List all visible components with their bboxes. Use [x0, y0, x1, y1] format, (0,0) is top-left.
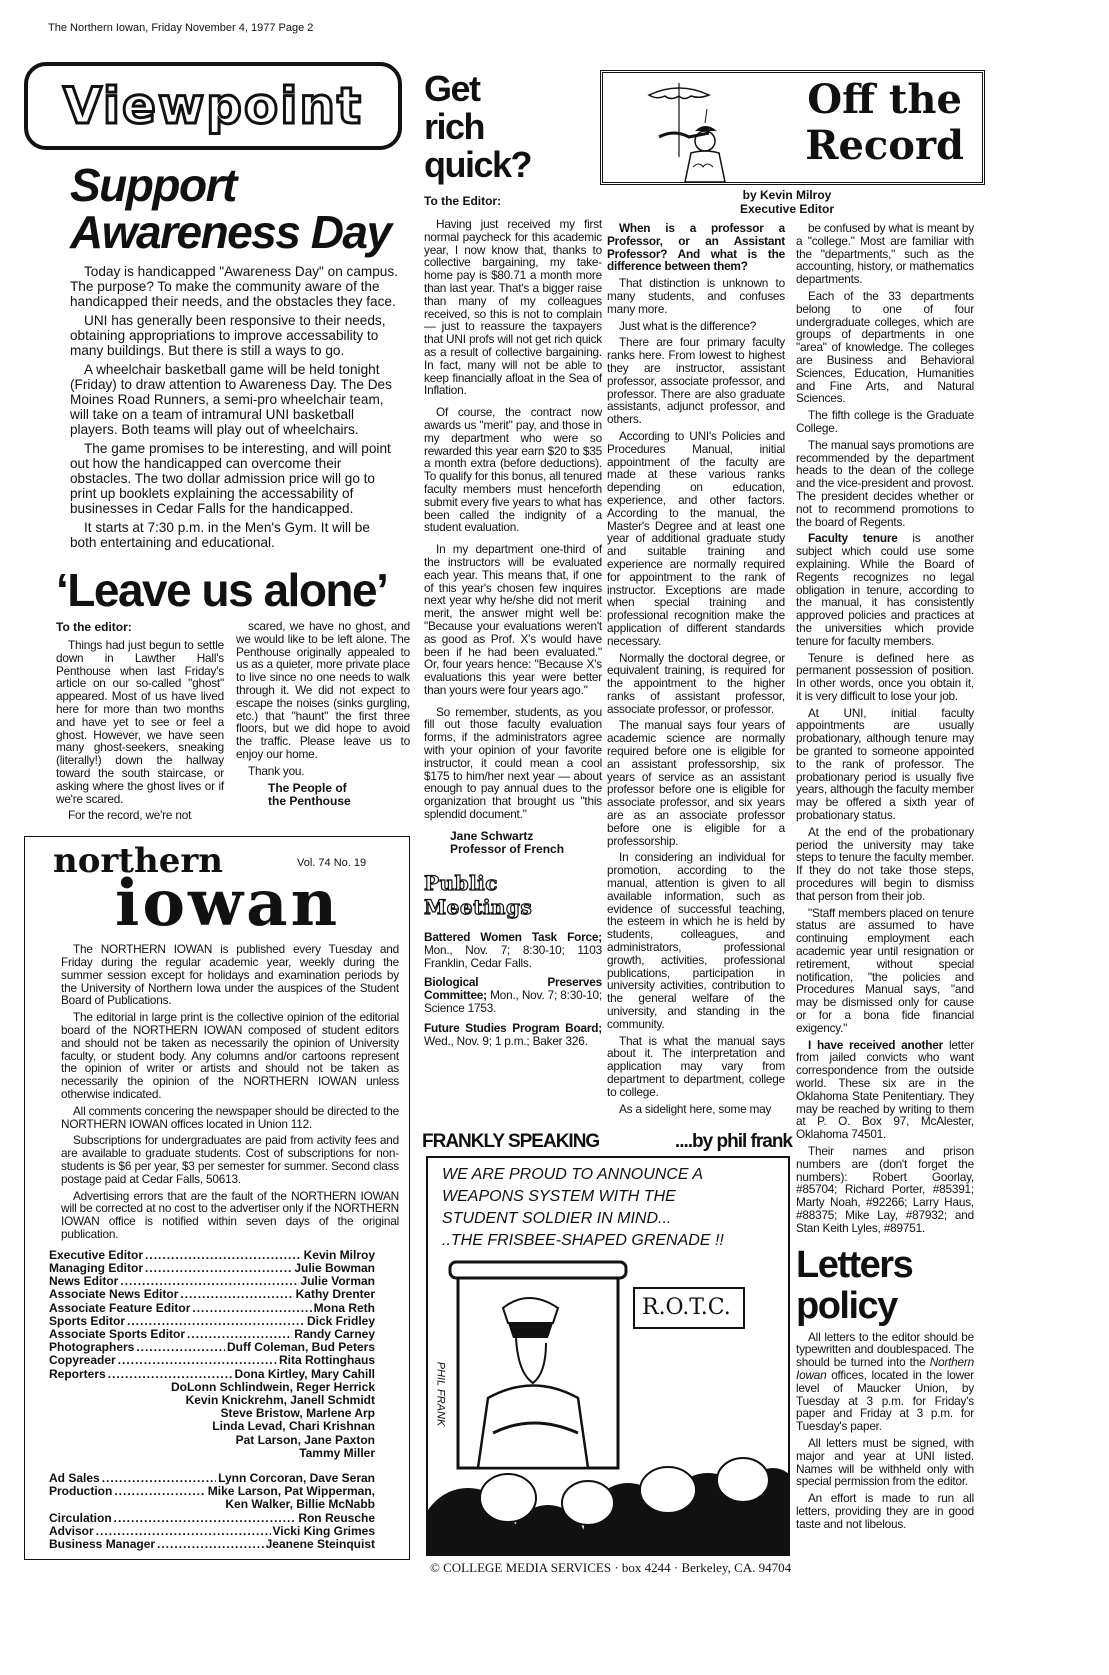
- letter-signature: The People of: [268, 780, 347, 795]
- letter-paragraphs: [236, 620, 410, 778]
- meeting-item: [424, 1022, 602, 1048]
- staff-rows: [49, 1472, 375, 1498]
- masthead-paragraph: The editorial in large print is the collective opinion of the editorial board of the NORTHERN IOWAN composed of student editors and should not be taken as necessarily the opinion of University faculty, or student body. Any columns and/or cartoons represent the opinion of writer or artists and should not be taken as necessarily the opinion of the NORTHERN IOWAN unless otherwise indicated.: [61, 1010, 399, 1101]
- column-paragraph: Just what is the difference?: [619, 318, 757, 333]
- staff-role: Ad Sales: [49, 1470, 100, 1485]
- editorial-headline: Support: [70, 159, 236, 211]
- editorial-headline-2: Awareness Day: [70, 206, 391, 258]
- editorial-paragraph: It starts at 7:30 p.m. in the Men's Gym. It will be both entertaining and educational.: [70, 520, 370, 550]
- reporter-names: Kevin Knickrehm, Janell Schmidt: [185, 1392, 375, 1407]
- dot-leader: [108, 1368, 233, 1381]
- dot-leader: [102, 1472, 216, 1485]
- staff-name: Mike Larson, Pat Wipperman,: [207, 1484, 375, 1499]
- column-paragraph: The manual says four years of academic science are normally required before one is eligible for an assistant professorship, six years of service as an assistant professor before one is eligible for associate professor, and six years are as an associate professor before one is eligible for a professorship.: [607, 718, 785, 848]
- letter-paragraph: scared, we have no ghost, and we would like to be left alone. The Penthouse originally appealed to us as a quieter, more private place to live since no one needs to walk through it. We did not expect to escape the noises (sinks gurgling, etc.) that "haunt" the first three floors, but we did hope to avoid the traffic. Please leave us to enjoy our home.: [236, 619, 410, 761]
- masthead-name: northern: [53, 841, 223, 882]
- meeting-details: Mon., Nov. 7; 8:30-10; Science 1753.: [424, 988, 602, 1016]
- meeting-details: Wed., Nov. 9; 1 p.m.; Baker 326.: [424, 1033, 588, 1048]
- masthead-name-2: iowan: [115, 866, 341, 942]
- editorial-paragraph: Today is handicapped "Awareness Day" on campus. The purpose? To make the community aware of the handicapped their needs, and the obstacles they face.: [70, 264, 398, 309]
- staff-role: Production: [49, 1484, 113, 1499]
- reporter-names: Steve Bristow, Marlene Arp: [220, 1406, 375, 1421]
- column-paragraph: The manual says promotions are recommended by the department heads to the dean of the college and the vice-president and provost. The president decides whether or not to recommend promotions to the board of Regents.: [796, 437, 974, 529]
- caption-line: STUDENT SOLDIER IN MIND...: [442, 1210, 672, 1227]
- letter-paragraph: Of course, the contract now awards us "merit" pay, and those in my department who were so rewarded this year earn $20 to $35 a month extra (before deductions). To qualify for this bonus, all tenured faculty members must henceforth submit every five years to what has been called the indignity of a student evaluation.: [424, 405, 602, 535]
- tenure-paragraph: [796, 532, 974, 647]
- letter-paragraphs: [56, 639, 224, 822]
- staff-row: [49, 1538, 375, 1551]
- title-line-1: Off the: [807, 76, 962, 123]
- column-paragraph: Tenure is defined here as permanent possession of position. In other words, once you obtain it, it is very difficult to lose your job.: [796, 650, 974, 703]
- get-rich-quick-letter: [424, 70, 602, 857]
- staff-row: [49, 1288, 375, 1301]
- meetings-list: [424, 931, 602, 1047]
- staff-role: Reporters: [49, 1366, 106, 1381]
- byline-title: Executive Editor: [740, 202, 835, 216]
- staff-row: [49, 1302, 375, 1315]
- staff-role: Sports Editor: [49, 1313, 126, 1328]
- editorial: [70, 159, 400, 550]
- left-column: [24, 62, 410, 1560]
- staff-role: Managing Editor: [49, 1260, 143, 1275]
- masthead-box: [24, 836, 410, 1560]
- masthead-volume: Vol. 74 No. 19: [297, 857, 367, 870]
- lady-with-parasol-illustration: [639, 77, 749, 182]
- staff-name: Julie Vorman: [300, 1274, 375, 1289]
- staff-name: Ron Reusche: [298, 1510, 375, 1525]
- caption-line: ..THE FRISBEE-SHAPED GRENADE !!: [442, 1232, 724, 1249]
- policy-paragraph: An effort is made to run all letters, providing they are in good taste and not libelous.: [796, 1491, 974, 1531]
- dot-leader: [127, 1315, 305, 1328]
- viewpoint-logo: Viewpoint: [63, 77, 363, 135]
- tenure-lead: Faculty tenure: [808, 531, 898, 546]
- letter-paragraph: Having just received my first normal paycheck for this academic year, I now know that, thanks to collective bargaining, my take-home pay is $80.71 a month more than last year. That's a bigger raise than many of my colleagues received, so this is not to complain — just to reassure the taxpayers that UNI profs will not get rich quick as a result of collective bargaining. In fact, many will not be able to keep financially afloat in the Sea of Inflation.: [424, 217, 602, 398]
- letters-policy-headline: Letters: [796, 1243, 913, 1286]
- staff-name: Vicki King Grimes: [272, 1523, 375, 1538]
- staff-name: Kevin Milroy: [303, 1247, 375, 1262]
- letter-salutation: To the editor:: [56, 620, 132, 634]
- off-the-record-column-1: [607, 222, 785, 1119]
- staff-name: Mona Reth: [313, 1300, 375, 1315]
- column-paragraph: be confused by what is meant by a "college." Most are familiar with the "departments," such as the accounting, history, or mathematics departments.: [796, 221, 974, 287]
- column-paragraph: Their names and prison numbers are (don't forget the numbers): Robert Goorlay, #85704; Richard Porter, #85391; Marty Noah, #92266; Larry Haus, #88375; Mike Lay, #87932; and Stan Keith Lyles, #89751.: [796, 1143, 974, 1235]
- staff-name: Kathy Drenter: [295, 1287, 375, 1302]
- column-paragraphs: [607, 222, 785, 1115]
- column-paragraph: The fifth college is the Graduate College.: [796, 408, 974, 435]
- column-paragraphs: [796, 652, 974, 1035]
- masthead-paragraph: All comments concering the newspaper should be directed to the NORTHERN IOWAN offices located in Union 112.: [61, 1103, 399, 1131]
- cartoon-panel: [426, 1156, 790, 1556]
- masthead-paragraph: Advertising errors that are the fault of the NORTHERN IOWAN will be corrected at no cost to the advertiser only if the NORTHERN IOWAN office is notified within seven days of the original publication.: [61, 1188, 399, 1241]
- letter-paragraph: Thank you.: [248, 763, 305, 778]
- frankly-speaking-cartoon: [422, 1130, 792, 1576]
- staff-name: Rita Rottinghaus: [279, 1353, 375, 1368]
- staff-role: News Editor: [49, 1274, 119, 1289]
- staff-row: [49, 1525, 375, 1538]
- letter-signature-2: the Penthouse: [268, 793, 351, 808]
- newspaper-name: Northern Iowan: [796, 1355, 974, 1382]
- letter-signature: Jane Schwartz: [450, 828, 534, 843]
- column-paragraph: "Staff members placed on tenure status are assumed to have continuing employment each academic year until resignation or retirement, without special notification, "the policies and Procedures Manual says, "and may be dismissed only for cause or for a bona fide financial exigency.": [796, 905, 974, 1035]
- masthead-paragraphs: [61, 943, 399, 1241]
- staff-role: Circulation: [49, 1510, 112, 1525]
- public-meetings-title: Public Meetings: [424, 871, 533, 920]
- staff-row: [49, 1354, 375, 1367]
- staff-row: [49, 1368, 375, 1381]
- editorial-paragraph: A wheelchair basketball game will be held tonight (Friday) to draw attention to Awareness Day. The Des Moines Road Runners, a semi-pro wheelchair team, will take on a team of intramural UNI basketball players. Both teams will play out of wheelchairs.: [70, 362, 392, 437]
- dot-leader: [157, 1538, 264, 1551]
- dot-leader: [118, 1354, 277, 1367]
- staff-role: Copyreader: [49, 1353, 116, 1368]
- column-paragraph: That distinction is unknown to many students, and confuses many more.: [607, 276, 785, 316]
- column-paragraph: In considering an individual for promotion, according to the manual, attention is given to all available information, such as evidence of successful teaching, the esteem in which he is held by students, colleagues, and administrators, professional growth, activities, professional publications, participation in university activities, contribution to the general welfare of the university, and standing in the community.: [607, 850, 785, 1031]
- policy-text-2: offices, located in the lower level of Maucker Union, by Tuesday at 3 p.m. for Friday's paper and Friday at 3 p.m. for Tuesday's paper.: [796, 1367, 974, 1434]
- editorial-paragraphs: [70, 264, 400, 550]
- cartoon-byline: ....by phil frank: [674, 1131, 792, 1152]
- caption-line: WEAPONS SYSTEM WITH THE: [442, 1188, 676, 1205]
- off-the-record-banner: [600, 70, 985, 185]
- meeting-item: [424, 931, 602, 969]
- meeting-name: Battered Women Task Force;: [424, 930, 602, 945]
- policy-paragraphs: [796, 1437, 974, 1531]
- letter-paragraph: In my department one-third of the instructors will be evaluated each year. This means that, if one of this year's chosen few inquires next year why he/she did not merit merit, the answer might well be: "Because your evaluations weren't as good as Prof. X's would have been if he had been evaluated." Or, four years hence: "Because X's evaluations this year were better than yours were four years ago.": [424, 542, 602, 697]
- editorial-paragraph: UNI has generally been responsive to their needs, obtaining appropriations to improve accessability to many buildings. But there is still a ways to go.: [70, 313, 386, 358]
- staff-role: Executive Editor: [49, 1247, 144, 1262]
- staff-row: [49, 1315, 375, 1328]
- convicts-paragraph: [796, 1039, 974, 1141]
- dot-leader: [192, 1302, 311, 1315]
- column-paragraphs: [796, 222, 974, 528]
- column-paragraphs: [796, 1145, 974, 1235]
- staff-role: Associate News Editor: [49, 1287, 179, 1302]
- dot-leader: [145, 1262, 292, 1275]
- column-paragraph: At UNI, initial faculty appointments are usually probationary, although tenure may be granted to someone appointed to the rank of professor. The probationary period is usually five years, although the faculty member may be offered a sixth year of probationary status.: [796, 705, 974, 823]
- staff-row: [49, 1512, 375, 1525]
- staff-name: Randy Carney: [294, 1326, 375, 1341]
- column-paragraph: Each of the 33 departments belong to one of four undergraduate colleges, which are groups of departments in one "area" of knowledge. The colleges are Business and Behavioral Sciences, Education, Humanities and Fine Arts, and Natural Sciences.: [796, 288, 974, 406]
- staff-rows: [49, 1249, 375, 1381]
- letter-paragraph: For the record, we're not: [68, 808, 192, 823]
- staff-role: Associate Feature Editor: [49, 1300, 191, 1315]
- cartoon-title: FRANKLY SPEAKING: [422, 1131, 600, 1152]
- letter-headline: ‘Leave us alone’: [56, 564, 388, 616]
- column-byline: [740, 188, 834, 216]
- convicts-text: letter from jailed convicts who want correspondence from the outside world. These six are in the Oklahoma State Penitentiary. They may be reached by writing to them at P. O. Box 97, McAlester, Oklahoma 74501.: [796, 1037, 974, 1142]
- masthead-nameplate: [25, 837, 409, 943]
- reporter-names: Pat Larson, Jane Paxton: [235, 1432, 375, 1447]
- meeting-name: Biological Preserves Committee;: [424, 975, 602, 1003]
- dot-leader: [136, 1341, 225, 1354]
- meeting-item: [424, 976, 602, 1014]
- rotc-sign: R.O.T.C.: [642, 1295, 731, 1320]
- dot-leader: [114, 1512, 297, 1525]
- reporter-names: Tammy Miller: [299, 1445, 375, 1460]
- policy-paragraph: All letters must be signed, with major and year at UNI listed. Names will be withheld only with special permission from the editor.: [796, 1435, 974, 1489]
- staff-role: Photographers: [49, 1340, 135, 1355]
- staff-name: Jeanene Steinquist: [265, 1536, 375, 1551]
- letter-signature-2: Professor of French: [450, 842, 565, 857]
- staff-row: [49, 1249, 375, 1262]
- staff-name: Duff Coleman, Bud Peters: [226, 1340, 375, 1355]
- masthead-paragraph: Subscriptions for undergraduates are paid from activity fees and are available to graduate students. Cost of subscriptions for non-students is $6 per year, $3 per semester for summer. Second class postage paid at Cedar Falls, 50613.: [61, 1133, 399, 1186]
- letter-headline: Get: [424, 68, 480, 109]
- dot-leader: [96, 1525, 271, 1538]
- cartoon-caption: [442, 1164, 724, 1252]
- letter-paragraph: Things had just begun to settle down in Lawther Hall's Penthouse when last Friday's article on our so-called "ghost" appeared. Most of us have lived here for more than two months and have yet to see or feel a ghost. However, we have seen many ghost-seekers, sneaking (literally!) down the hallway toward the south staircase, or asking where the ghost lives or if we're scared.: [56, 638, 224, 806]
- staff-rows: [49, 1512, 375, 1552]
- right-column: [796, 222, 974, 1535]
- artist-signature: PHIL FRANK: [434, 1361, 447, 1427]
- meeting-details: Mon., Nov. 7; 8:30-10; 1103 Franklin, Cedar Falls.: [424, 942, 602, 970]
- staff-name: Dick Fridley: [306, 1313, 375, 1328]
- masthead-paragraph: The NORTHERN IOWAN is published every Tuesday and Friday during the regular academic year, weekly during the summer session except for holidays and examination periods by the University of Northern Iowa under the auspices of the Student Board of Publications.: [61, 942, 399, 1008]
- off-the-record-title: [805, 77, 964, 169]
- column-paragraph: There are four primary faculty ranks here. From lowest to highest they are instructor, assistant professor, associate professor, and professor. There are also graduate assistants, adjunct professor, and others.: [607, 335, 785, 427]
- column-paragraph: When is a professor a Professor, or an Assistant Professor? And what is the difference between them?: [607, 221, 785, 274]
- byline-author: by Kevin Milroy: [742, 188, 832, 202]
- leave-us-alone-letter: [56, 564, 410, 826]
- letter-headline-2: rich: [424, 106, 485, 147]
- dot-leader: [180, 1288, 293, 1301]
- letters-policy-headline-2: policy: [796, 1284, 897, 1327]
- title-line-2: Record: [805, 122, 964, 169]
- letter-salutation: To the Editor:: [424, 194, 502, 208]
- editorial-paragraph: The game promises to be interesting, and will point out how the handicapped can overcome their obstacles. The two dollar admission price will go to print up booklets explaining the accessability of businesses in Cedar Falls for the handicapped.: [70, 441, 391, 516]
- convicts-lead: I have received another: [808, 1037, 944, 1052]
- staff-role: Advisor: [49, 1523, 94, 1538]
- column-paragraph: As a sidelight here, some may: [619, 1101, 772, 1116]
- staff-name: Lynn Corcoran, Dave Seran: [218, 1470, 375, 1485]
- cartoon-credit: © COLLEGE MEDIA SERVICES · box 4244 · Berkeley, CA. 94704: [430, 1560, 792, 1575]
- viewpoint-banner: [24, 62, 402, 150]
- policy-paragraph: [796, 1331, 974, 1433]
- letter-paragraphs: [424, 218, 602, 821]
- caption-line: WE ARE PROUD TO ANNOUNCE A: [442, 1166, 704, 1183]
- dot-leader: [145, 1249, 302, 1262]
- staff-name: Dona Kirtley, Mary Cahill: [234, 1366, 375, 1381]
- staff-list: [49, 1249, 375, 1551]
- column-paragraph: According to UNI's Policies and Procedures Manual, initial appointment of the faculty are made at these various ranks depending on education, experience, and other factors. According to the manual, the Master's Degree and at least one year of additional graduate study and suitable training and experience are normally required for appointment to the rank of instructor. Exceptions are made when special training and professional recognition make the application of different standards necessary.: [607, 428, 785, 648]
- letter-paragraph: So remember, students, as you fill out those faculty evaluation forms, if the administrators agree with your opinion of your favorite instructor, it could mean a cool $175 to him/her next year — about enough to pay annual dues to the organization that brought us "this splendid document.": [424, 704, 602, 822]
- dot-leader: [114, 1485, 205, 1498]
- column-paragraph: At the end of the probationary period the university may take steps to tenure the faculty member. If they do not take those steps, procedures will begin to dismiss that person from their job.: [796, 824, 974, 903]
- public-meetings: [424, 871, 602, 1047]
- column-paragraph: That is what the manual says about it. The interpretation and application may vary from department to department, college to college.: [607, 1033, 785, 1099]
- reporter-names: Linda Levad, Chari Krishnan: [212, 1419, 375, 1434]
- reporter-names: DoLonn Schlindwein, Reger Herrick: [170, 1379, 375, 1394]
- policy-text: All letters to the editor should be typewritten and doublespaced. The should be turned into the: [796, 1329, 974, 1370]
- column-paragraph: Normally the doctoral degree, or equivalent training, is required for the appointment to the higher ranks of assistant professor, associate professor, or professor.: [607, 650, 785, 716]
- letter-headline-3: quick?: [424, 144, 532, 185]
- letters-policy: [796, 1245, 974, 1531]
- staff-role: Associate Sports Editor: [49, 1326, 186, 1341]
- tenure-text: is another subject which could use some explaining. While the Board of Regents recognizes no legal obligation in tenure, according to the manual, it has consistently approved policies and practices at the universities which provide tenure for faculty members.: [796, 531, 974, 648]
- off-the-record-column-2: [796, 222, 974, 1235]
- staff-name: Julie Bowman: [294, 1260, 375, 1275]
- staff-role: Business Manager: [49, 1536, 156, 1551]
- middle-column: [424, 70, 602, 1054]
- production-names: Ken Walker, Billie McNabb: [225, 1497, 375, 1512]
- running-head: The Northern Iowan, Friday November 4, 1977 Page 2: [48, 22, 314, 34]
- reporter-names-list: [49, 1381, 375, 1460]
- meeting-name: Future Studies Program Board;: [424, 1020, 602, 1035]
